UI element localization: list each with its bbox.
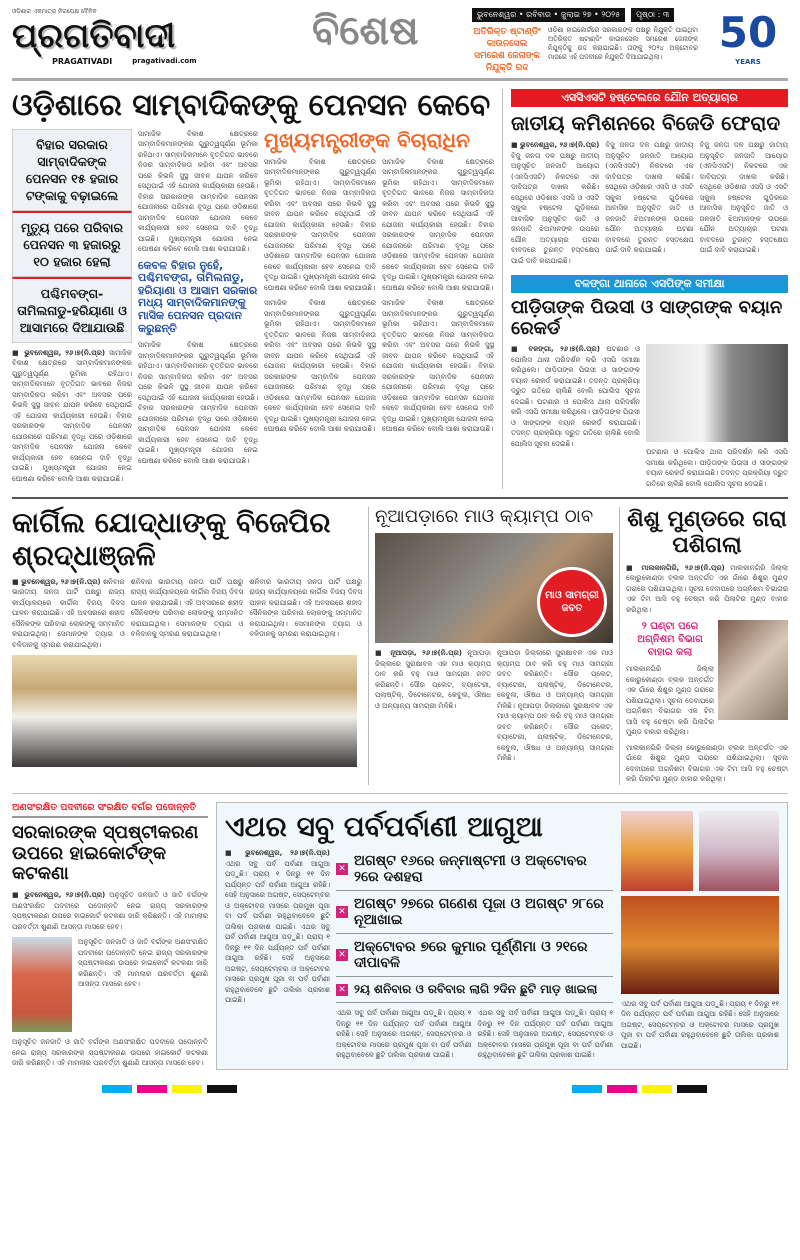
hc-body: [78, 937, 208, 990]
hc-body: [12, 1037, 208, 1069]
info-box: ମୃତ୍ୟୁ ପରେ ପରିବାର ପେନସନ ୩ ହଜାରରୁ ୧୦ ହଜାର ହେଲା: [12, 211, 132, 277]
shishu-body-text: ମାଲକାନଗିରି ଜିଲ୍ଲା କୋରୁକୋଣ୍ଡା ବ୍ଲକ ଅନ୍ତର୍ଗତ ଏକ ଗାଁରେ ଶିଶୁର ମୁଣ୍ଡ ଗରାରେ ପଶିଯାଇଥିଲା। ସୂଚନା ଦେବାପରେ ଅଗ୍ନିଶମ ବିଭାଗର ଏକ ଟିମ ଆସି ବହୁ ଚେଷ୍ଟା କରି ପିଲାଟିର ମୁଣ୍ଡ ବାହାର କରିଥିଲା।: [626, 563, 788, 614]
column-divider: [619, 507, 620, 785]
section-title: ବିଶେଷ: [312, 8, 419, 54]
hc-body: [12, 890, 208, 932]
festivals-body: [225, 848, 330, 1006]
festival-date-item: [336, 891, 613, 934]
festivals-dateline: ■ ଭୁବନେଶ୍ୱର, ୨୬।୭(ନି.ପ୍ର): [225, 849, 330, 858]
seizure-badge: ମାଓ ସାମଗ୍ରୀ ଜବତ: [537, 567, 607, 637]
lead-highlight: କେବଳ ବିହାର ନୁହେଁ, ପଶ୍ଚିମବଙ୍ଗ, ତାମିଲନାଡୁ, ହରିୟାଣା ଓ ଆସାମ ସରକାର ମଧ୍ୟ ସାମ୍ବାଦିକମାନଙ୍କୁ ମାସିକ ପେନସନ ପ୍ରଦାନ କରୁଛନ୍ତି: [138, 258, 258, 335]
kargil-body-text: ଶନିବାର ଭାରତୀୟ ଜନତା ପାର୍ଟି ପକ୍ଷରୁ ରାଜ୍ୟ କାର୍ଯ୍ୟାଳୟରେ କାର୍ଗିଲ ବିଜୟ ଦିବସ ପାଳନ କରାଯାଇଛି। ଏହି ଅବସରରେ ଶହୀଦ ସୈନିକଙ୍କ ପରିବାର ଲୋକଙ୍କୁ ସମ୍ମାନିତ କରାଯାଇଥିଲା। ସେମାନଙ୍କ ତ୍ୟାଗ ଓ ବଳିଦାନକୁ ସ୍ମରଣ କରାଯାଇଥିଲା।: [12, 577, 125, 649]
story-body-text: ଘଟଣାର ଓ ପୋଲିସ ଥାନା ପରିଦର୍ଶନ କରି ଏସପି ସମୀକ୍ଷା କରିଥିଲେ। ପୀଡ଼ିତାଙ୍କ ପିଉସୀ ଓ ସାଙ୍ଗଙ୍କ ବୟାନ ରେକର୍ଡ କରାଯାଇଛି। ତଦନ୍ତ ପ୍ରକ୍ରିୟା ଦ୍ରୁତ ଗତିରେ ଚାଲିଛି ବୋଲି ପୋଲିସ ସୂଚନା ଦେଇଛି।: [511, 345, 640, 406]
seized-items-photo: [375, 533, 613, 643]
story-body: ଘଟଣାର ଓ ପୋଲିସ ଥାନା ପରିଦର୍ଶନ କରି ଏସପି ସମୀକ୍ଷା କରିଥିଲେ। ପୀଡ଼ିତାଙ୍କ ପିଉସୀ ଓ ସାଙ୍ଗଙ୍କ ବୟାନ ରେକର୍ଡ କରାଯାଇଛି। ତଦନ୍ତ ପ୍ରକ୍ରିୟା ଦ୍ରୁତ ଗତିରେ ଚାଲିଛି ବୋଲି ପୋଲିସ ସୂଚନା ଦେଇଛି।: [646, 448, 788, 488]
section-divider: [12, 497, 788, 499]
column-divider: [502, 89, 503, 489]
section-divider: [12, 793, 788, 794]
nuapada-body-text: ନୂଆପଡ଼ା ଜିଲ୍ଲାରେ ସୁରକ୍ଷାବଳ ଏକ ମାଓ କ୍ୟାମ୍ପ ଠାବ କରି ବହୁ ମାଓ ସାମଗ୍ରୀ ଜବତ କରିଛନ୍ତି। ସୌର ପ୍ଲେଟ, ବ୍ୟାଟେରୀ, ପ୍ଲାଷ୍ଟିକ୍, ଡିଟୋନେଟର, କେବୁଲ, ଔଷଧ ଓ ଅନ୍ୟାନ୍ୟ ସାମଗ୍ରୀ ମିଳିଛି।: [497, 701, 613, 763]
lead-body-text: ସାମାଜିକ ବିକାଶ କ୍ଷେତ୍ରରେ ସାମ୍ବାଦିକମାନଙ୍କର ଗୁରୁତ୍ୱପୂର୍ଣ୍ଣ ଭୂମିକା ରହିଥାଏ। ସାମ୍ବାଦିକମାନେ ବୃତ୍ତିଗତ ଭାବରେ ନିଜର ସାମ୍ବାଦିକତା କରିବା ଏବଂ ଅବସର ପରେ କିଭଳି ସୁସ୍ଥ ଜୀବନ ଯାପନ କରିବେ ସେଥିପାଇଁ ଏହି ଯୋଜନା କାର୍ଯ୍ୟକାରୀ ହେଉଛି। ବିହାର ସରକାରଙ୍କ ସାମ୍ବାଦିକ ପେନସନ ଯୋଜନାରେ ପରିମାଣ ବୃଦ୍ଧି ପରେ ଓଡ଼ିଶାରେ ସାମ୍ବାଦିକ ପେନସନ ଯୋଜନା କେବେ କାର୍ଯ୍ୟକାରୀ ହେବ ସେନେଇ ଦାବି ବୃଦ୍ଧି ପାଇଛି। ମୁଖ୍ୟମନ୍ତ୍ରୀ ଯୋଜନା ନେଇ ଘୋଷଣା କରିବେ ବୋଲି ଆଶା କରାଯାଉଛି।: [264, 299, 376, 433]
story-body-text: ବିଜୁ ଜନତା ଦଳ ପକ୍ଷରୁ ଜାତୀୟ ଅନୁସୂଚିତ ଜନଜାତି ଆୟୋଗ (ଏନସିଏସଟି) ନିକଟରେ ଏକ ଦାବିପତ୍ର ଦାଖଲ କରିଛି। ସେଥିରେ ଓଡ଼ିଶାର ଏସସି ଓ ଏସଟି ସ୍କୁଲ ହଷ୍ଟେଲ ଗୁଡ଼ିକରେ ଆବାସିକ ଅନୁସୂଚିତ ଜାତି ଓ ଜନଜାତି ଝିଅମାନଙ୍କ ଉପରେ ଯୌନ ଅତ୍ୟାଚାର ଘଟଣା ବାବଦରେ ତୁରନ୍ତ ହସ୍ତକ୍ଷେପ ପାଇଁ ଦାବି କରାଯାଇଛି।: [605, 141, 694, 254]
story-body-text: ବିଜୁ ଜନତା ଦଳ ପକ୍ଷରୁ ଜାତୀୟ ଅନୁସୂଚିତ ଜନଜାତି ଆୟୋଗ (ଏନସିଏସଟି) ନିକଟରେ ଏକ ଦାବିପତ୍ର ଦାଖଲ କରିଛି। ସେଥିରେ ଓଡ଼ିଶାର ଏସସି ଓ ଏସଟି ସ୍କୁଲ ହଷ୍ଟେଲ ଗୁଡ଼ିକରେ ଆବାସିକ ଅନୁସୂଚିତ ଜାତି ଓ ଜନଜାତି ଝିଅମାନଙ୍କ ଉପରେ ଯୌନ ଅତ୍ୟାଚାର ଘଟଣା ବାବଦରେ ତୁରନ୍ତ ହସ୍ତକ୍ଷେପ ପାଇଁ ଦାବି କରାଯାଇଛି।: [511, 151, 600, 265]
shishu-body: [626, 563, 788, 616]
nuapada-body-text: ନୂଆପଡ଼ା ଜିଲ୍ଲାରେ ସୁରକ୍ଷାବଳ ଏକ ମାଓ କ୍ୟାମ୍ପ ଠାବ କରି ବହୁ ମାଓ ସାମଗ୍ରୀ ଜବତ କରିଛନ୍ତି। ସୌର ପ୍ଲେଟ, ବ୍ୟାଟେରୀ, ପ୍ଲାଷ୍ଟିକ୍, ଡିଟୋନେଟର, କେବୁଲ, ଔଷଧ ଓ ଅନ୍ୟାନ୍ୟ ସାମଗ୍ରୀ ମିଳିଛି।: [375, 649, 491, 710]
anniversary-number: 50: [718, 8, 778, 57]
shishu-body-text: ମାଲକାନଗିରି ଜିଲ୍ଲା କୋରୁକୋଣ୍ଡା ବ୍ଲକ ଅନ୍ତର୍ଗତ ଏକ ଗାଁରେ ଶିଶୁର ମୁଣ୍ଡ ଗରାରେ ପଶିଯାଇଥିଲା। ସୂଚନା ଦେବାପରେ ଅଗ୍ନିଶମ ବିଭାଗର ଏକ ଟିମ ଆସି ବହୁ ଚେଷ୍ଟା କରି ପିଲାଟିର ମୁଣ୍ଡ ବାହାର କରିଥିଲା।: [626, 743, 788, 784]
print-color-bar: [607, 1085, 637, 1093]
story-headline: ପୀଡ଼ିତାଙ୍କ ପିଉସୀ ଓ ସାଙ୍ଗଙ୍କ ବୟାନ ରେକର୍ଡ: [511, 297, 783, 339]
logo-english: PRAGATIVADI: [52, 57, 113, 67]
story-headline: ଜାତୀୟ କମିଶନରେ ବିଜେଡି ଫେରାଦ: [511, 111, 781, 135]
festivals-body: [621, 999, 779, 1052]
lead-body-text: ସାମାଜିକ ବିକାଶ କ୍ଷେତ୍ରରେ ସାମ୍ବାଦିକମାନଙ୍କର ଗୁରୁତ୍ୱପୂର୍ଣ୍ଣ ଭୂମିକା ରହିଥାଏ। ସାମ୍ବାଦିକମାନେ ବୃତ୍ତିଗତ ଭାବରେ ନିଜର ସାମ୍ବାଦିକତା କରିବା ଏବଂ ଅବସର ପରେ କିଭଳି ସୁସ୍ଥ ଜୀବନ ଯାପନ କରିବେ ସେଥିପାଇଁ ଏହି ଯୋଜନା କାର୍ଯ୍ୟକାରୀ ହେଉଛି। ବିହାର ସରକାରଙ୍କ ସାମ୍ବାଦିକ ପେନସନ ଯୋଜନାରେ ପରିମାଣ ବୃଦ୍ଧି ପରେ ଓଡ଼ିଶାରେ ସାମ୍ବାଦିକ ପେନସନ ଯୋଜନା କେବେ କାର୍ଯ୍ୟକାରୀ ହେବ ସେନେଇ ଦାବି ବୃଦ୍ଧି ପାଇଛି। ମୁଖ୍ୟମନ୍ତ୍ରୀ ଯୋଜନା ନେଇ ଘୋଷଣା କରିବେ ବୋଲି ଆଶା କରାଯାଉଛି।: [138, 341, 258, 465]
nuapada-dateline: ■ ନୂଆପଡ଼ା, ୨୬।୭(ନି.ପ୍ର): [375, 649, 462, 658]
story-body: [700, 140, 788, 256]
child-photo: [718, 620, 788, 720]
hc-dateline: ■ ଭୁବନେଶ୍ୱର, ୨୬।୭(ନି.ପ୍ର): [12, 891, 106, 900]
page-number: ପୃଷ୍ଠା : ୩: [631, 8, 674, 22]
hc-body-text: ଅନୁସୂଚିତ ଜନଜାତି ଓ ଜାତି ବର୍ଗଙ୍କ ଅଣସଂରକ୍ଷିତ ପଦବୀରେ ପଦୋନ୍ନତି ନେଇ ରାଜ୍ୟ ସରକାରଙ୍କ ସ୍ପଷ୍ଟୀକରଣ ଉପରେ ହାଇକୋର୍ଟ କଟକଣା ଜାରି କରିଛନ୍ତି। ଏହି ମାମଲାର ପରବର୍ତ୍ତୀ ଶୁଣାଣି ଆସନ୍ତା ମାସରେ ହେବ।: [12, 1038, 208, 1068]
kicker-banner: ଏସସିଏସଟି ହଷ୍ଟେଲରେ ଯୌନ ଅତ୍ୟାଚାର: [511, 89, 788, 107]
dateline: ଭୁବନେଶ୍ୱର • ରବିବାର • ଜୁଲାଇ ୨୭ • ୨୦୨୫: [472, 8, 625, 22]
festivals-body-text: ଏଥର ସବୁ ପର୍ବ ପର୍ବାଣୀ ଆଗୁଆ ପଡ଼ୁଛି। ପ୍ରାୟ ୧ ଦିନରୁ ୧୧ ଦିନ ପର୍ଯ୍ୟନ୍ତ ପର୍ବ ପର୍ବାଣୀ ଆଗୁଆ ରହିଛି। ସେହି ଅନୁସାରେ ଅଗଷ୍ଟ, ସେପ୍ଟେମ୍ବର ଓ ଅକ୍ଟୋବର ମାସରେ ପ୍ରମୁଖ ପୂଜା ବା ପର୍ବ ପର୍ବାଣୀ ରହୁଥିବାବେଳେ ଛୁଟି ତାଲିକା ପ୍ରକାଶ ପାଇଛି।: [621, 999, 779, 1050]
lead-body: ସାମାଜିକ ବିକାଶ କ୍ଷେତ୍ରରେ ସାମ୍ବାଦିକମାନଙ୍କର ଗୁରୁତ୍ୱପୂର୍ଣ୍ଣ ଭୂମିକା ରହିଥାଏ। ସାମ୍ବାଦିକମାନେ ବୃତ୍ତିଗତ ଭାବରେ ନିଜର ସାମ୍ବାଦିକତା କରିବା ଏବଂ ଅବସର ପରେ କିଭଳି ସୁସ୍ଥ ଜୀବନ ଯାପନ କରିବେ ସେଥିପାଇଁ ଏହି ଯୋଜନା କାର୍ଯ୍ୟକାରୀ ହେଉଛି। ବିହାର ସରକାରଙ୍କ ସାମ୍ବାଦିକ ପେନସନ ଯୋଜନାରେ ପରିମାଣ ବୃଦ୍ଧି ପରେ ଓଡ଼ିଶାରେ ସାମ୍ବାଦିକ ପେନସନ ଯୋଜନା କେବେ କାର୍ଯ୍ୟକାରୀ ହେବ ସେନେଇ ଦାବି ବୃଦ୍ଧି ପାଇଛି। ମୁଖ୍ୟମନ୍ତ୍ରୀ ଯୋଜନା ନେଇ ଘୋଷଣା କରିବେ ବୋଲି ଆଶା କରାଯାଉଛି।: [264, 157, 376, 292]
ganesh-idol-photo: [621, 811, 693, 891]
print-color-bars: [12, 1078, 788, 1097]
lead-body-text: ସାମାଜିକ ବିକାଶ କ୍ଷେତ୍ରରେ ସାମ୍ବାଦିକମାନଙ୍କର ଗୁରୁତ୍ୱପୂର୍ଣ୍ଣ ଭୂମିକା ରହିଥାଏ। ସାମ୍ବାଦିକମାନେ ବୃତ୍ତିଗତ ଭାବରେ ନିଜର ସାମ୍ବାଦିକତା କରିବା ଏବଂ ଅବସର ପରେ କିଭଳି ସୁସ୍ଥ ଜୀବନ ଯାପନ କରିବେ ସେଥିପାଇଁ ଏହି ଯୋଜନା କାର୍ଯ୍ୟକାରୀ ହେଉଛି। ବିହାର ସରକାରଙ୍କ ସାମ୍ବାଦିକ ପେନସନ ଯୋଜନାରେ ପରିମାଣ ବୃଦ୍ଧି ପରେ ଓଡ଼ିଶାରେ ସାମ୍ବାଦିକ ପେନସନ ଯୋଜନା କେବେ କାର୍ଯ୍ୟକାରୀ ହେବ ସେନେଇ ଦାବି ବୃଦ୍ଧି ପାଇଛି। ମୁଖ୍ୟମନ୍ତ୍ରୀ ଯୋଜନା ନେଇ ଘୋଷଣା କରିବେ ବୋଲି ଆଶା କରାଯାଉଛି।: [12, 348, 132, 483]
bullet-icon: ✕: [336, 949, 348, 961]
shishu-body: ମାଲକାନଗିରି ଜିଲ୍ଲା କୋରୁକୋଣ୍ଡା ବ୍ଲକ ଅନ୍ତର୍ଗତ ଏକ ଗାଁରେ ଶିଶୁର ମୁଣ୍ଡ ଗରାରେ ପଶିଯାଇଥିଲା। ସୂଚନା ଦେବାପରେ ଅଗ୍ନିଶମ ବିଭାଗର ଏକ ଟିମ ଆସି ବହୁ ଚେଷ୍ଟା କରି ପିଲାଟିର ମୁଣ୍ଡ ବାହାର କରିଥିଲା।: [626, 665, 714, 737]
shishu-callout: ୨ ଘଣ୍ଟା ପରେ ଅଗ୍ନିଶମ ବିଭାଗ ବାହାର କଲା: [637, 621, 703, 659]
nuapada-body: [375, 648, 491, 711]
story-body: [511, 344, 640, 449]
print-color-bar: [172, 1085, 202, 1093]
print-color-bar: [572, 1085, 602, 1093]
info-box: ପଶ୍ଚିମବଙ୍ଗ-ତାମିଲନାଡୁ-ହରିୟାଣା ଓ ଆସାମରେ ଦିଆଯାଉଛି: [12, 277, 132, 343]
lead-body: [138, 340, 258, 466]
hc-body-text: ଅନୁସୂଚିତ ଜନଜାତି ଓ ଜାତି ବର୍ଗଙ୍କ ଅଣସଂରକ୍ଷିତ ପଦବୀରେ ପଦୋନ୍ନତି ନେଇ ରାଜ୍ୟ ସରକାରଙ୍କ ସ୍ପଷ୍ଟୀକରଣ ଉପରେ ହାଇକୋର୍ଟ କଟକଣା ଜାରି କରିଛନ୍ତି। ଏହି ମାମଲାର ପରବର୍ତ୍ତୀ ଶୁଣାଣି ଆସନ୍ତା ମାସରେ ହେବ।: [78, 938, 208, 989]
masthead: [12, 8, 788, 81]
hc-body-text: ଅନୁସୂଚିତ ଜନଜାତି ଓ ଜାତି ବର୍ଗଙ୍କ ଅଣସଂରକ୍ଷିତ ପଦବୀରେ ପଦୋନ୍ନତି ନେଇ ରାଜ୍ୟ ସରକାରଙ୍କ ସ୍ପଷ୍ଟୀକରଣ ଉପରେ ହାଇକୋର୍ଟ କଟକଣା ଜାରି କରିଛନ୍ତି। ଏହି ମାମଲାର ପରବର୍ତ୍ତୀ ଶୁଣାଣି ଆସନ୍ତା ମାସରେ ହେବ।: [12, 891, 208, 931]
anniversary-years: YEARS: [735, 58, 761, 66]
newspaper-logo[interactable]: ପ୍ରଗତିବାଦୀ: [12, 16, 176, 56]
festival-date-text: ଅଗଷ୍ଟ ୧୬ରେ ଜନ୍ମାଷ୍ଟମୀ ଓ ଅକ୍ଟୋବର ୨ରେ ଦଶହରା: [354, 853, 587, 886]
festivals-body-text: ଏଥର ସବୁ ପର୍ବ ପର୍ବାଣୀ ଆଗୁଆ ପଡ଼ୁଛି। ପ୍ରାୟ ୧ ଦିନରୁ ୧୧ ଦିନ ପର୍ଯ୍ୟନ୍ତ ପର୍ବ ପର୍ବାଣୀ ଆଗୁଆ ରହିଛି। ସେହି ଅନୁସାରେ ଅଗଷ୍ଟ, ସେପ୍ଟେମ୍ବର ଓ ଅକ୍ଟୋବର ମାସରେ ପ୍ରମୁଖ ପୂଜା ବା ପର୍ବ ପର୍ବାଣୀ ରହୁଥିବାବେଳେ ଛୁଟି ତାଲିକା ପ୍ରକାଶ ପାଇଛି।: [225, 859, 330, 931]
festivals-body-text: ଏଥର ସବୁ ପର୍ବ ପର୍ବାଣୀ ଆଗୁଆ ପଡ଼ୁଛି। ପ୍ରାୟ ୧ ଦିନରୁ ୧୧ ଦିନ ପର୍ଯ୍ୟନ୍ତ ପର୍ବ ପର୍ବାଣୀ ଆଗୁଆ ରହିଛି। ସେହି ଅନୁସାରେ ଅଗଷ୍ଟ, ସେପ୍ଟେମ୍ବର ଓ ଅକ୍ଟୋବର ମାସରେ ପ୍ରମୁଖ ପୂଜା ବା ପର୍ବ ପର୍ବାଣୀ ରହୁଥିବାବେଳେ ଛୁଟି ତାଲିକା ପ୍ରକାଶ ପାଇଛି।: [225, 922, 330, 1005]
kargil-body: ଶନିବାର ଭାରତୀୟ ଜନତା ପାର୍ଟି ପକ୍ଷରୁ ରାଜ୍ୟ କାର୍ଯ୍ୟାଳୟରେ କାର୍ଗିଲ ବିଜୟ ଦିବସ ପାଳନ କରାଯାଇଛି। ଏହି ଅବସରରେ ଶହୀଦ ସୈନିକଙ୍କ ପରିବାର ଲୋକଙ୍କୁ ସମ୍ମାନିତ କରାଯାଇଥିଲା। ସେମାନଙ୍କ ତ୍ୟାଗ ଓ ବଳିଦାନକୁ ସ୍ମରଣ କରାଯାଇଥିଲା।: [249, 577, 363, 639]
lead-body-intro: ସାମାଜିକ ବିକାଶ କ୍ଷେତ୍ରରେ ସାମ୍ବାଦିକମାନଙ୍କର ଗୁରୁତ୍ୱପୂର୍ଣ୍ଣ ଭୂମିକା ରହିଥାଏ। ସାମ୍ବାଦିକମାନେ ବୃତ୍ତିଗତ ଭାବରେ ନିଜର ସାମ୍ବାଦିକତା କରିବା ଏବଂ ଅବସର ପରେ କିଭଳି ସୁସ୍ଥ ଜୀବନ ଯାପନ କରିବେ ସେଥିପାଇଁ ଏହି ଯୋଜନା କାର୍ଯ୍ୟକାରୀ ହେଉଛି। ବିହାର ସରକାରଙ୍କ ସାମ୍ବାଦିକ ପେନସନ ଯୋଜନାରେ ପରିମାଣ ବୃଦ୍ଧି ପରେ ଓଡ଼ିଶାରେ ସାମ୍ବାଦିକ ପେନସନ ଯୋଜନା କେବେ କାର୍ଯ୍ୟକାରୀ ହେବ ସେନେଇ ଦାବି ବୃଦ୍ଧି ପାଇଛି। ମୁଖ୍ୟମନ୍ତ୍ରୀ ଯୋଜନା ନେଇ ଘୋଷଣା କରିବେ ବୋଲି ଆଶା କରାଯାଉଛି।: [138, 129, 258, 253]
print-color-bar: [677, 1085, 707, 1093]
nuapada-headline: ନୂଆପଡ଼ାରେ ମାଓ କ୍ୟାମ୍ପ ଠାବ: [375, 506, 594, 528]
teaser-body: ଓଡ଼ିଶା ହାଇକୋର୍ଟରେ ସରକାରଙ୍କ ପକ୍ଷରୁ ନିଯୁକ୍ତି ପାଇଥିବା ଅତିରିକ୍ତ ଷ୍ଟାଣ୍ଡିଂ କାଉନସେଲ ସମରେଶ ଜେନାଙ୍କ ନିଯୁକ୍ତିକୁ ରଦ୍ଦ କରାଯାଇଛି। ତାଙ୍କୁ ୨୦୨୪ ଅକ୍ଟୋବର ମାସରେ ଏହି ପଦବୀରେ ନିଯୁକ୍ତି ଦିଆଯାଇଥିଲା।: [548, 26, 698, 61]
story-body-text: ଘଟଣାର ଓ ପୋଲିସ ଥାନା ପରିଦର୍ଶନ କରି ଏସପି ସମୀକ୍ଷା କରିଥିଲେ। ପୀଡ଼ିତାଙ୍କ ପିଉସୀ ଓ ସାଙ୍ଗଙ୍କ ବୟାନ ରେକର୍ଡ କରାଯାଇଛି। ତଦନ୍ତ ପ୍ରକ୍ରିୟା ଦ୍ରୁତ ଗତିରେ ଚାଲିଛି ବୋଲି ପୋଲିସ ସୂଚନା ଦେଇଛି।: [511, 397, 641, 448]
story-body: [511, 140, 599, 266]
lead-body: [12, 348, 132, 485]
story-body: [605, 140, 693, 256]
story-body-text: ବିଜୁ ଜନତା ଦଳ ପକ୍ଷରୁ ଜାତୀୟ ଅନୁସୂଚିତ ଜନଜାତି ଆୟୋଗ (ଏନସିଏସଟି) ନିକଟରେ ଏକ ଦାବିପତ୍ର ଦାଖଲ କରିଛି। ସେଥିରେ ଓଡ଼ିଶାର ଏସସି ଓ ଏସଟି ସ୍କୁଲ ହଷ୍ଟେଲ ଗୁଡ଼ିକରେ ଆବାସିକ ଅନୁସୂଚିତ ଜାତି ଓ ଜନଜାତି ଝିଅମାନଙ୍କ ଉପରେ ଯୌନ ଅତ୍ୟାଚାର ଘଟଣା ବାବଦରେ ତୁରନ୍ତ ହସ୍ତକ୍ଷେପ ପାଇଁ ଦାବି କରାଯାଇଛି।: [699, 141, 788, 254]
lead-dateline: ■ ଭୁବନେଶ୍ୱର, ୨୬।୭(ନି.ପ୍ର): [12, 348, 106, 357]
lead-sidebar-boxes: [12, 129, 132, 343]
lead-body: ସାମାଜିକ ବିକାଶ କ୍ଷେତ୍ରରେ ସାମ୍ବାଦିକମାନଙ୍କର ଗୁରୁତ୍ୱପୂର୍ଣ୍ଣ ଭୂମିକା ରହିଥାଏ। ସାମ୍ବାଦିକମାନେ ବୃତ୍ତିଗତ ଭାବରେ ନିଜର ସାମ୍ବାଦିକତା କରିବା ଏବଂ ଅବସର ପରେ କିଭଳି ସୁସ୍ଥ ଜୀବନ ଯାପନ କରିବେ ସେଥିପାଇଁ ଏହି ଯୋଜନା କାର୍ଯ୍ୟକାରୀ ହେଉଛି। ବିହାର ସରକାରଙ୍କ ସାମ୍ବାଦିକ ପେନସନ ଯୋଜନାରେ ପରିମାଣ ବୃଦ୍ଧି ପରେ ଓଡ଼ିଶାରେ ସାମ୍ବାଦିକ ପେନସନ ଯୋଜନା କେବେ କାର୍ଯ୍ୟକାରୀ ହେବ ସେନେଇ ଦାବି ବୃଦ୍ଧି ପାଇଛି। ମୁଖ୍ୟମନ୍ତ୍ରୀ ଯୋଜନା ନେଇ ଘୋଷଣା କରିବେ ବୋଲି ଆଶା କରାଯାଉଛି।: [382, 157, 494, 292]
print-color-bar: [642, 1085, 672, 1093]
hc-kicker: ଅଣସଂରକ୍ଷିତ ପଦବୀରେ ସଂରକ୍ଷିତ ବର୍ଗର ପଦୋନ୍ନତି: [12, 802, 208, 818]
anniversary-logo: [708, 8, 788, 66]
print-color-bar: [102, 1085, 132, 1093]
festivals-body-text: ଏଥର ସବୁ ପର୍ବ ପର୍ବାଣୀ ଆଗୁଆ ପଡ଼ୁଛି। ପ୍ରାୟ ୧ ଦିନରୁ ୧୧ ଦିନ ପର୍ଯ୍ୟନ୍ତ ପର୍ବ ପର୍ବାଣୀ ଆଗୁଆ ରହିଛି। ସେହି ଅନୁସାରେ ଅଗଷ୍ଟ, ସେପ୍ଟେମ୍ବର ଓ ଅକ୍ଟୋବର ମାସରେ ପ୍ରମୁଖ ପୂଜା ବା ପର୍ବ ପର୍ବାଣୀ ରହୁଥିବାବେଳେ ଛୁଟି ତାଲିକା ପ୍ରକାଶ ପାଇଛି।: [336, 1009, 472, 1060]
police-station-photo: [646, 344, 788, 442]
festival-date-text: ଅକ୍ଟୋବର ୭ରେ କୁମାର ପୂର୍ଣ୍ଣିମା ଓ ୨୧ରେ ଦୀପାବଳି: [354, 939, 588, 972]
festivals-headline: ଏଥର ସବୁ ପର୍ବପର୍ବାଣୀ ଆଗୁଆ: [225, 809, 543, 843]
festival-date-item: [336, 934, 613, 977]
kargil-tribute-photo: [12, 655, 357, 767]
masthead-tagline: ଓଡ଼ିଶାର ଏକମାତ୍ର ନିରପେକ୍ଷ ଦୈନିକ: [12, 8, 97, 15]
kicker-banner: ବଳଙ୍ଗା ଥାନାରେ ଏସପିଙ୍କ ସମୀକ୍ଷା: [511, 275, 788, 293]
bullet-icon: ✕: [336, 984, 348, 996]
lead-subhead: ମୁଖ୍ୟମନ୍ତ୍ରୀଙ୍କ ବିଚାରାଧିନ: [264, 127, 470, 152]
festivals-body: [336, 1008, 472, 1061]
kargil-body: [12, 577, 125, 651]
durga-idol-photo: [699, 811, 779, 891]
hc-headline: ସରକାରଙ୍କ ସ୍ପଷ୍ଟୀକରଣ ଉପରେ ହାଇକୋର୍ଟଙ୍କ କଟକଣା: [12, 821, 199, 885]
website-url[interactable]: pragativadi.com: [132, 57, 197, 66]
bullet-icon: ✕: [336, 863, 348, 875]
bottom-row: [12, 802, 788, 1070]
diwali-lamps-photo: [621, 896, 779, 994]
print-color-bar: [137, 1085, 167, 1093]
festivals-body-text: ଏଥର ସବୁ ପର୍ବ ପର୍ବାଣୀ ଆଗୁଆ ପଡ଼ୁଛି। ପ୍ରାୟ ୧ ଦିନରୁ ୧୧ ଦିନ ପର୍ଯ୍ୟନ୍ତ ପର୍ବ ପର୍ବାଣୀ ଆଗୁଆ ରହିଛି। ସେହି ଅନୁସାରେ ଅଗଷ୍ଟ, ସେପ୍ଟେମ୍ବର ଓ ଅକ୍ଟୋବର ମାସରେ ପ୍ରମୁଖ ପୂଜା ବା ପର୍ବ ପର୍ବାଣୀ ରହୁଥିବାବେଳେ ଛୁଟି ତାଲିକା ପ୍ରକାଶ ପାଇଛି।: [477, 1009, 613, 1060]
nuapada-body-text: ନୂଆପଡ଼ା ଜିଲ୍ଲାରେ ସୁରକ୍ଷାବଳ ଏକ ମାଓ କ୍ୟାମ୍ପ ଠାବ କରି ବହୁ ମାଓ ସାମଗ୍ରୀ ଜବତ କରିଛନ୍ତି। ସୌର ପ୍ଲେଟ, ବ୍ୟାଟେରୀ, ପ୍ଲାଷ୍ଟିକ୍, ଡିଟୋନେଟର, କେବୁଲ, ଔଷଧ ଓ ଅନ୍ୟାନ୍ୟ ସାମଗ୍ରୀ ମିଳିଛି।: [497, 649, 613, 710]
story-dateline: ■ ଭୁବନେଶ୍ୱର, ୨୬।୭(ନି.ପ୍ର): [511, 141, 600, 149]
lead-headline: ଓଡ଼ିଶାରେ ସାମ୍ବାଦିକଙ୍କୁ ପେନସନ କେବେ: [12, 88, 491, 123]
festival-date-item: [336, 848, 613, 891]
shishu-headline: ଶିଶୁ ମୁଣ୍ଡରେ ଗରା ପଶିଗଲା: [627, 507, 787, 558]
shishu-dateline: ■ ମାଲକାନଗିରି, ୨୬।୭(ନି.ପ୍ର): [626, 563, 725, 572]
kargil-headline: କାର୍ଗିଲ ଯୋଦ୍ଧାଙ୍କୁ ବିଜେପିର ଶ୍ରଦ୍ଧାଞ୍ଜଳି: [12, 506, 331, 572]
festivals-body: [478, 1008, 614, 1061]
lead-body-text: ସାମାଜିକ ବିକାଶ କ୍ଷେତ୍ରରେ ସାମ୍ବାଦିକମାନଙ୍କର ଗୁରୁତ୍ୱପୂର୍ଣ୍ଣ ଭୂମିକା ରହିଥାଏ। ସାମ୍ବାଦିକମାନେ ବୃତ୍ତିଗତ ଭାବରେ ନିଜର ସାମ୍ବାଦିକତା କରିବା ଏବଂ ଅବସର ପରେ କିଭଳି ସୁସ୍ଥ ଜୀବନ ଯାପନ କରିବେ ସେଥିପାଇଁ ଏହି ଯୋଜନା କାର୍ଯ୍ୟକାରୀ ହେଉଛି। ବିହାର ସରକାରଙ୍କ ସାମ୍ବାଦିକ ପେନସନ ଯୋଜନାରେ ପରିମାଣ ବୃଦ୍ଧି ପରେ ଓଡ଼ିଶାରେ ସାମ୍ବାଦିକ ପେନସନ ଯୋଜନା କେବେ କାର୍ଯ୍ୟକାରୀ ହେବ ସେନେଇ ଦାବି ବୃଦ୍ଧି ପାଇଛି। ମୁଖ୍ୟମନ୍ତ୍ରୀ ଯୋଜନା ନେଇ ଘୋଷଣା କରିବେ ବୋଲି ଆଶା କରାଯାଉଛି।: [382, 299, 494, 433]
info-box: ବିହାର ସରକାର ସାମ୍ବାଦିକଙ୍କ ପେନସନ ୧୫ ହଜାର ଟଙ୍କାକୁ ବଢ଼ାଇଲେ: [12, 129, 132, 211]
high-court-photo: [12, 937, 72, 1032]
lead-body: [264, 298, 376, 435]
kargil-body: ଶନିବାର ଭାରତୀୟ ଜନତା ପାର୍ଟି ପକ୍ଷରୁ ରାଜ୍ୟ କାର୍ଯ୍ୟାଳୟରେ କାର୍ଗିଲ ବିଜୟ ଦିବସ ପାଳନ କରାଯାଇଛି। ଏହି ଅବସରରେ ଶହୀଦ ସୈନିକଙ୍କ ପରିବାର ଲୋକଙ୍କୁ ସମ୍ମାନିତ କରାଯାଇଥିଲା। ସେମାନଙ୍କ ତ୍ୟାଗ ଓ ବଳିଦାନକୁ ସ୍ମରଣ କରାଯାଇଥିଲା।: [130, 577, 244, 639]
bullet-icon: ✕: [336, 906, 348, 918]
middle-row: [12, 507, 788, 785]
shishu-body: [626, 743, 788, 785]
lead-row: [12, 89, 788, 489]
teaser-headline: ଅତିରିକ୍ତ ଷ୍ଟାଣ୍ଡିଂ କାଉନସେଲ ସମରେଶ ଜେନାଙ୍କ ନିଯୁକ୍ତି ରଦ୍ଦ: [473, 27, 541, 73]
festival-date-text: ୨ୟ ଶନିବାର ଓ ରବିବାର ଲାଗି ୨ଦିନ ଛୁଟି ମାଡ଼ ଖାଇଲା: [354, 982, 598, 997]
festival-date-item: [336, 977, 613, 1003]
festivals-box: [216, 802, 788, 1070]
nuapada-body: [497, 648, 613, 764]
festival-dates-list: [336, 848, 613, 1003]
story-dateline: ■ ବଳଙ୍ଗା, ୨୬।୭(ନି.ପ୍ର): [511, 345, 600, 354]
kargil-dateline: ■ ଭୁବନେଶ୍ୱର, ୨୬।୭(ନି.ପ୍ର): [12, 577, 101, 586]
column-divider: [368, 507, 369, 785]
lead-body: [382, 298, 494, 435]
print-color-bar: [207, 1085, 237, 1093]
festival-date-text: ଅଗଷ୍ଟ ୨୭ରେ ଗଣେଶ ପୂଜା ଓ ଅଗଷ୍ଟ ୨୮ରେ ନୂଆଖାଇ: [354, 896, 604, 929]
